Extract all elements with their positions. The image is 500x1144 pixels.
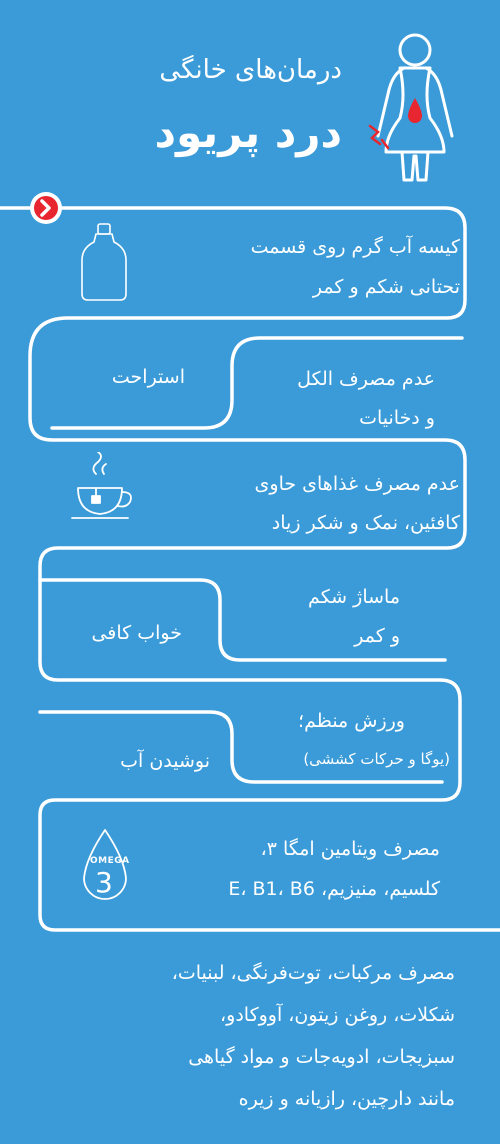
header-subtitle: درمان‌های خانگی <box>159 55 342 85</box>
tea-cup-icon <box>70 452 140 528</box>
chevron-right-icon <box>28 190 64 226</box>
item-7-line-4: مانند دارچین، رازیانه و زیره <box>238 1088 455 1110</box>
hot-water-bottle-icon <box>78 220 130 304</box>
item-3-line-2: کافئین، نمک و شکر زیاد <box>271 512 460 534</box>
item-3-line-1: عدم مصرف غذاهای حاوی <box>254 473 460 495</box>
item-2-side: استراحت <box>111 366 185 388</box>
item-7-line-2: شکلات، روغن زیتون، آووکادو، <box>220 1004 455 1026</box>
item-7-line-3: سبزیجات، ادویه‌جات و مواد گیاهی <box>188 1046 455 1068</box>
item-4-side: خواب کافی <box>91 622 182 644</box>
item-1-line-2: تحتانی شکم و کمر <box>312 276 460 298</box>
omega-number: 3 <box>95 866 113 899</box>
omega-label: OMEGA <box>90 856 130 866</box>
woman-pain-icon <box>360 28 470 188</box>
item-7-line-1: مصرف مرکبات، توت‌فرنگی، لبنیات، <box>171 962 455 984</box>
item-2-line-2: و دخانیات <box>359 407 435 429</box>
item-2-line-1: عدم مصرف الکل <box>297 368 435 390</box>
item-6-line-1: مصرف ویتامین امگا ۳، <box>260 838 440 860</box>
item-5-side: نوشیدن آب <box>120 750 210 772</box>
item-4-line-1: ماساژ شکم <box>308 586 400 608</box>
item-5-line-1: ورزش منظم؛ <box>298 710 405 732</box>
item-5-line-2: (یوگا و حرکات کششی) <box>303 750 450 768</box>
item-6-line-2: کلسیم، منیزیم، E، B1، B6 <box>228 878 440 900</box>
item-1-line-1: کیسه آب گرم روی قسمت <box>250 236 460 258</box>
item-4-line-2: و کمر <box>354 625 400 647</box>
page-title: درد پریود <box>154 108 342 157</box>
